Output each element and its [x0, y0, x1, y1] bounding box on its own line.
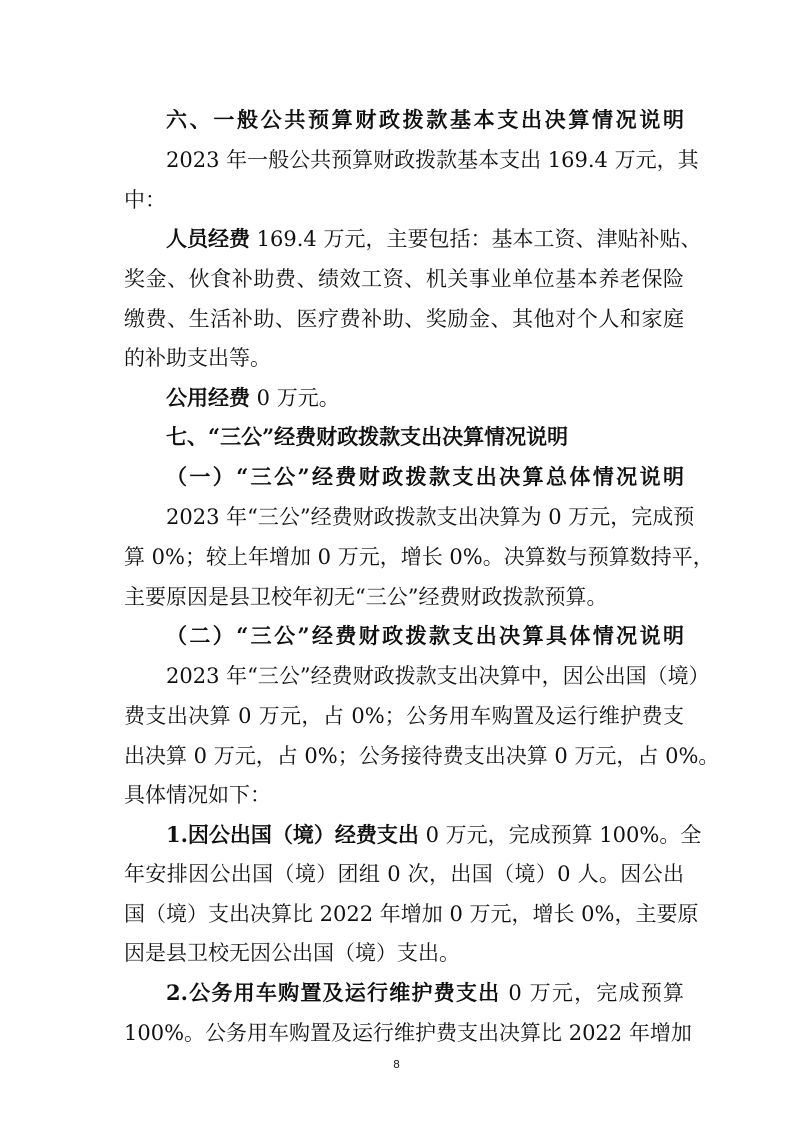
page-number: 8: [393, 1058, 400, 1071]
paragraph-line: 100%。公务用车购置及运行维护费支出决算比 2022 年增加: [124, 1021, 692, 1045]
paragraph-line: [166, 821, 702, 849]
paragraph-line: 2023 年一般公共预算财政拨款基本支出 169.4 万元，其: [166, 148, 699, 172]
subsection-heading: （二）“三公”经费财政拨款支出决算具体情况说明: [166, 623, 684, 648]
paragraph-line: 年安排因公出国（境）团组 0 次，出国（境）0 人。因公出: [124, 862, 684, 886]
paragraph-line: 主要原因是县卫校年初无“三公”经费财政拨款预算。: [124, 585, 608, 609]
bold-term: 人员经费: [166, 226, 250, 251]
paragraph-line: [166, 979, 684, 1007]
paragraph-text: 0 万元，完成预算: [500, 981, 684, 1005]
paragraph-line: 费支出决算 0 万元，占 0%；公务用车购置及运行维护费支: [124, 704, 684, 728]
paragraph-line: 奖金、伙食补助费、绩效工资、机关事业单位基本养老保险: [124, 267, 684, 291]
paragraph-text: 169.4 万元，主要包括：基本工资、津贴补贴、: [250, 227, 702, 251]
section-7-heading: 七、“三公”经费财政拨款支出决算情况说明: [166, 424, 569, 449]
paragraph-line: 国（境）支出决算比 2022 年增加 0 万元，增长 0%，主要原: [124, 902, 699, 926]
paragraph-line: 的补助支出等。: [124, 346, 271, 370]
bold-term: 公用经费: [166, 385, 250, 410]
paragraph-line: 具体情况如下：: [124, 783, 271, 807]
paragraph-line: 2023 年“三公”经费财政拨款支出决算为 0 万元，完成预: [166, 505, 695, 529]
paragraph-line: [166, 225, 702, 253]
bold-term: 2.公务用车购置及运行维护费支出: [166, 980, 501, 1005]
paragraph-text: 0 万元。: [250, 386, 340, 410]
paragraph-text: 0 万元，完成预算 100%。全: [418, 823, 702, 847]
paragraph-line: 因是县卫校无因公出国（境）支出。: [124, 941, 460, 965]
paragraph-line: 算 0%；较上年增加 0 万元，增长 0%。决算数与预算数持平，: [124, 545, 714, 569]
bold-term: 1.因公出国（境）经费支出: [166, 822, 419, 847]
paragraph-line: [166, 384, 684, 412]
paragraph-line: 2023 年“三公”经费财政拨款支出决算中，因公出国（境）: [166, 664, 710, 688]
paragraph-line: 出决算 0 万元，占 0%；公务接待费支出决算 0 万元，占 0%。: [124, 744, 720, 768]
subsection-heading: （一）“三公”经费财政拨款支出决算总体情况说明: [166, 464, 684, 489]
paragraph-line: 缴费、生活补助、医疗费补助、奖励金、其他对个人和家庭: [124, 307, 684, 331]
section-6-heading: 六、一般公共预算财政拨款基本支出决算情况说明: [166, 107, 684, 132]
paragraph-line: 中：: [124, 188, 166, 212]
